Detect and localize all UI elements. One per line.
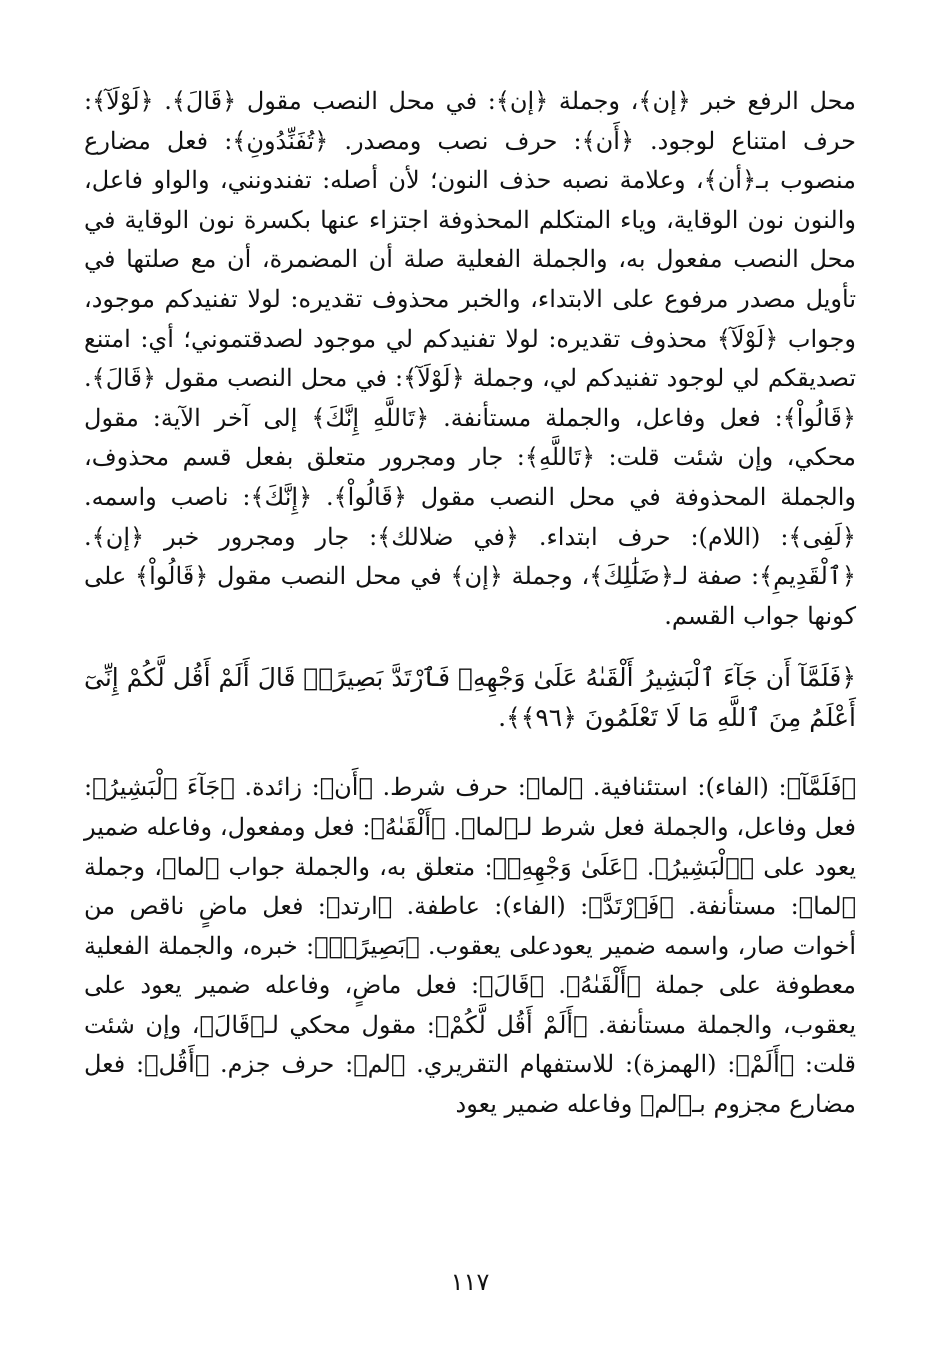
commentary-paragraph-2: ﴿فَلَمَّآ﴾: (الفاء): استئنافية. ﴿لما﴾: حرف شرط. ﴿أَن﴾: زائدة. ﴿جَآءَ ٱلْبَشِيرُ﴾: فعل وفاعل، والجملة فعل شرط لـ﴿لما﴾. ﴿أَلْقَىٰهُ﴾: فعل ومفعول، وفاعله ضمير يعود على ﴿ٱلْبَشِيرُ﴾. ﴿عَلَىٰ وَجْهِهِۦ﴾: متعلق به، والجملة جواب ﴿لما﴾، وجملة ﴿لما﴾: مستأنفة. ﴿فَٱرْتَدَّ﴾: (الفاء): عاطفة. ﴿ارتد﴾: فعل ماضٍ ناقص من أخوات صار، واسمه ضمير يعودعلى يعقوب. ﴿بَصِيرًاۖ﴾: خبره، والجملة الفعلية معطوفة على جملة ﴿أَلْقَىٰهُ﴾. ﴿قَالَ﴾: فعل ماضٍ، وفاعله ضمير يعود على يعقوب، والجملة مستأنفة. ﴿أَلَمْ أَقُل لَّكُمْ﴾: مقول محكي لـ﴿قَالَ﴾، وإن شئت قلت: ﴿أَلَمْ﴾: (الهمزة): للاستفهام التقريري. ﴿لم﴾: حرف جزم. ﴿أَقُل﴾: فعل مضارع مجزوم بـ﴿لم﴾ وفاعله ضمير يعود bbox=[84, 773, 856, 1119]
quran-verse: ﴿فَلَمَّآ أَن جَآءَ ٱلْبَشِيرُ أَلْقَىٰهُ عَلَىٰ وَجْهِهِۦ فَٱرْتَدَّ بَصِيرًاۖ قَالَ أَلَمْ أَقُل لَّكُمْ إِنِّىٓ أَعْلَمُ مِنَ ٱللَّهِ مَا لَا تَعْلَمُونَ ﴿٩٦﴾﴾. bbox=[84, 663, 856, 733]
page-number: ١١٧ bbox=[450, 1268, 490, 1296]
page-body bbox=[84, 82, 856, 1125]
commentary-paragraph-1: محل الرفع خبر ﴿إن﴾، وجملة ﴿إن﴾: في محل النصب مقول ﴿قَالَ﴾. ﴿لَوْلَآ﴾: حرف امتناع لوجود. ﴿أَن﴾: حرف نصب ومصدر. ﴿تُفَنِّدُونِ﴾: فعل مضارع منصوب بـ﴿أن﴾، وعلامة نصبه حذف النون؛ لأن أصله: تفندونني، والواو فاعل، والنون نون الوقاية، وياء المتكلم المحذوفة اجتزاء عنها بكسرة نون الوقاية في محل النصب مفعول به، والجملة الفعلية صلة أن المضمرة، أن مع صلتها في تأويل مصدر مرفوع على الابتداء، والخبر محذوف تقديره: لولا تفنيدكم موجود، وجواب ﴿لَوْلَآ﴾ محذوف تقديره: لولا تفنيدكم لي موجود لصدقتموني؛ أي: امتنع تصديقكم لي لوجود تفنيدكم لي، وجملة ﴿لَوْلَآ﴾: في محل النصب مقول ﴿قَالَ﴾. ﴿قَالُواْ﴾: فعل وفاعل، والجملة مستأنفة. ﴿تَاللَّهِ إِنَّكَ﴾ إلى آخر الآية: مقول محكي، وإن شئت قلت: ﴿تَاللَّهِ﴾: جار ومجرور متعلق بفعل قسم محذوف، والجملة المحذوفة في محل النصب مقول ﴿قَالُواْ﴾. ﴿إِنَّكَ﴾: ناصب واسمه. ﴿لَفِى﴾: (اللام): حرف ابتداء. ﴿في ضلالك﴾: جار ومجرور خبر ﴿إن﴾. ﴿ٱلْقَدِيمِ﴾: صفة لـ﴿ضَلَٰلِكَ﴾، وجملة ﴿إن﴾ في محل النصب مقول ﴿قَالُواْ﴾ على كونها جواب القسم. bbox=[84, 87, 856, 630]
